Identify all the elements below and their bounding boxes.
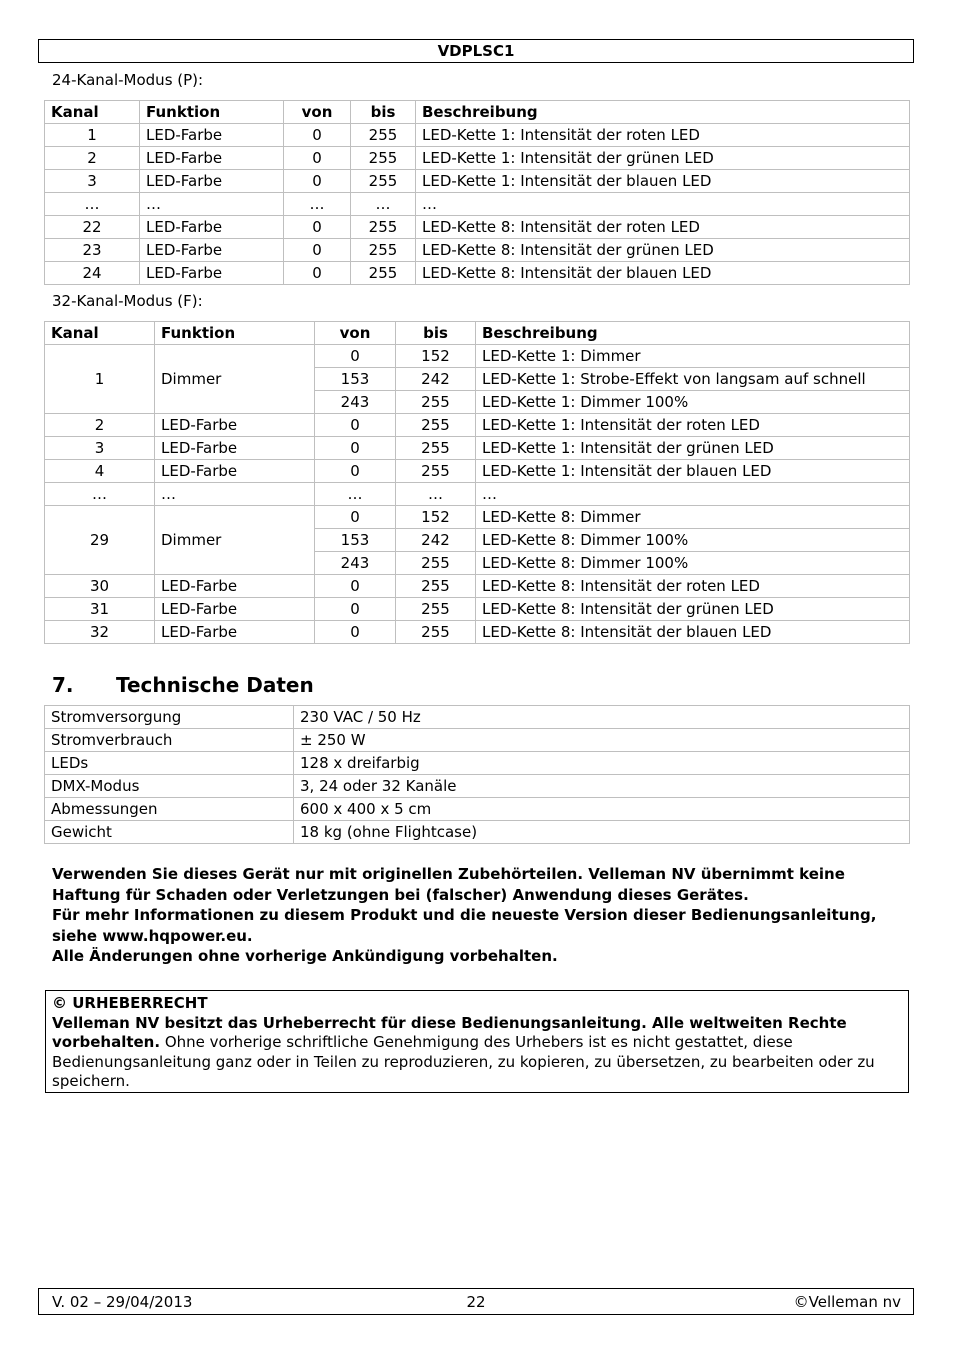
footer-version: V. 02 – 29/04/2013: [52, 1293, 193, 1311]
table-cell: 153: [315, 529, 396, 552]
table-row: [45, 821, 910, 844]
table-cell: LED-Kette 1: Intensität der roten LED: [476, 414, 910, 437]
table-cell: …: [315, 483, 396, 506]
table-row: [45, 170, 910, 193]
table-cell: 0: [284, 239, 351, 262]
table-row: [45, 598, 910, 621]
copyright-bold: Velleman NV besitzt das Urheberrecht für diese Bedienungsanleitung. Alle weltweiten Rechte vorbehalten.: [52, 1013, 847, 1051]
notice-line: Verwenden Sie dieses Gerät nur mit originellen Zubehörteilen. Velleman NV übernimmt keine Haftung für Schaden oder Verletzungen bei (falscher) Anwendung dieses Gerätes.: [52, 865, 845, 904]
table-cell: LED-Kette 1: Dimmer: [476, 345, 910, 368]
spec-value: 128 x dreifarbig: [294, 752, 910, 775]
table-cell: 242: [396, 368, 476, 391]
table-cell: 2: [45, 147, 140, 170]
spec-value: 3, 24 oder 32 Kanäle: [294, 775, 910, 798]
table-cell: 255: [396, 552, 476, 575]
table-cell: 255: [396, 437, 476, 460]
table-cell: LED-Farbe: [140, 147, 284, 170]
table-cell: 0: [284, 216, 351, 239]
table-cell: LED-Kette 8: Intensität der roten LED: [416, 216, 910, 239]
column-header: Funktion: [140, 101, 284, 124]
table-row: [45, 798, 910, 821]
table-cell: 2: [45, 414, 155, 437]
spec-value: 600 x 400 x 5 cm: [294, 798, 910, 821]
copyright-text: Ohne vorherige schriftliche Genehmigung des Urhebers ist es nicht gestattet, diese Bedienungsanleitung ganz oder in Teilen zu reproduzieren, zu kopieren, zu übersetzen, zu bearbeiten oder zu speichern.: [52, 1033, 875, 1090]
table-cell: 3: [45, 170, 140, 193]
table-cell: LED-Farbe: [155, 598, 315, 621]
table-cell: 3: [45, 437, 155, 460]
spec-label: LEDs: [45, 752, 294, 775]
table-cell: LED-Kette 8: Intensität der grünen LED: [476, 598, 910, 621]
table-row: [45, 193, 910, 216]
copyright-body: [52, 1014, 902, 1092]
table-row: [45, 414, 910, 437]
table-cell: LED-Kette 1: Intensität der blauen LED: [416, 170, 910, 193]
section-title: [52, 673, 314, 697]
table-cell: 0: [315, 621, 396, 644]
footer-page-number: 22: [466, 1293, 486, 1311]
table-cell: Dimmer: [155, 506, 315, 575]
table-cell: 1: [45, 345, 155, 414]
table-cell: 0: [315, 414, 396, 437]
table-cell: 242: [396, 529, 476, 552]
spec-label: Gewicht: [45, 821, 294, 844]
table-cell: 0: [315, 506, 396, 529]
table-cell: LED-Kette 8: Intensität der blauen LED: [476, 621, 910, 644]
table-cell: LED-Farbe: [155, 414, 315, 437]
table-cell: 152: [396, 345, 476, 368]
table-header-row: [45, 322, 910, 345]
column-header: Funktion: [155, 322, 315, 345]
table-row: [45, 483, 910, 506]
table-cell: LED-Farbe: [140, 216, 284, 239]
column-header: bis: [351, 101, 416, 124]
section-title-text: Technische Daten: [116, 673, 314, 697]
table-row: [45, 775, 910, 798]
notice-text: [52, 864, 912, 967]
table-cell: 0: [315, 598, 396, 621]
table-cell: 255: [396, 414, 476, 437]
table-cell: 152: [396, 506, 476, 529]
column-header: Beschreibung: [416, 101, 910, 124]
table-row: [45, 729, 910, 752]
table-cell: 255: [351, 170, 416, 193]
table-row: [45, 124, 910, 147]
table-cell: 4: [45, 460, 155, 483]
table-cell: 32: [45, 621, 155, 644]
table-cell: 255: [351, 147, 416, 170]
notice-line: Für mehr Informationen zu diesem Produkt und die neueste Version dieser Bedienungsanleitung, siehe www.hqpower.eu.: [52, 906, 877, 945]
table-cell: 30: [45, 575, 155, 598]
table-cell: …: [416, 193, 910, 216]
table-cell: 1: [45, 124, 140, 147]
table-cell: 24: [45, 262, 140, 285]
table-cell: …: [155, 483, 315, 506]
spec-value: 230 VAC / 50 Hz: [294, 706, 910, 729]
table-cell: LED-Farbe: [155, 460, 315, 483]
table-cell: LED-Kette 1: Intensität der grünen LED: [476, 437, 910, 460]
table-cell: 0: [284, 147, 351, 170]
table-cell: …: [45, 483, 155, 506]
table-cell: 0: [284, 262, 351, 285]
table-cell: LED-Kette 1: Intensität der roten LED: [416, 124, 910, 147]
table-cell: 0: [315, 437, 396, 460]
table-cell: 22: [45, 216, 140, 239]
table-cell: 255: [351, 216, 416, 239]
table-cell: Dimmer: [155, 345, 315, 414]
table-row: [45, 621, 910, 644]
spec-label: Abmessungen: [45, 798, 294, 821]
spec-value: 18 kg (ohne Flightcase): [294, 821, 910, 844]
table-cell: LED-Kette 8: Dimmer 100%: [476, 529, 910, 552]
table-cell: LED-Kette 8: Intensität der roten LED: [476, 575, 910, 598]
column-header: bis: [396, 322, 476, 345]
mode24-caption: 24-Kanal-Modus (P):: [52, 71, 204, 89]
spec-label: DMX-Modus: [45, 775, 294, 798]
table-row: [45, 216, 910, 239]
mode32-caption: 32-Kanal-Modus (F):: [52, 292, 203, 310]
spec-value: ± 250 W: [294, 729, 910, 752]
table-header-row: [45, 101, 910, 124]
table-cell: LED-Kette 8: Dimmer: [476, 506, 910, 529]
table-cell: …: [351, 193, 416, 216]
table-cell: 255: [396, 598, 476, 621]
table-cell: 0: [284, 124, 351, 147]
table-cell: 255: [396, 460, 476, 483]
mode32-table: [44, 321, 910, 644]
spec-label: Stromverbrauch: [45, 729, 294, 752]
table-row: [45, 262, 910, 285]
table-cell: 255: [396, 391, 476, 414]
table-cell: 255: [351, 124, 416, 147]
table-cell: …: [476, 483, 910, 506]
copyright-heading: © URHEBERRECHT: [52, 994, 208, 1012]
table-cell: LED-Kette 8: Dimmer 100%: [476, 552, 910, 575]
tech-data-table: [44, 705, 910, 844]
table-row: [45, 506, 910, 529]
table-cell: 255: [351, 239, 416, 262]
table-cell: LED-Kette 1: Strobe-Effekt von langsam auf schnell: [476, 368, 910, 391]
table-row: [45, 147, 910, 170]
table-cell: 29: [45, 506, 155, 575]
table-cell: LED-Kette 8: Intensität der blauen LED: [416, 262, 910, 285]
table-cell: 243: [315, 391, 396, 414]
notice-line: Alle Änderungen ohne vorherige Ankündigung vorbehalten.: [52, 947, 558, 965]
table-cell: 31: [45, 598, 155, 621]
table-row: [45, 752, 910, 775]
table-cell: LED-Farbe: [155, 575, 315, 598]
table-cell: LED-Farbe: [140, 239, 284, 262]
column-header: von: [284, 101, 351, 124]
table-cell: …: [140, 193, 284, 216]
table-cell: 255: [396, 575, 476, 598]
table-cell: 255: [396, 621, 476, 644]
table-row: [45, 437, 910, 460]
page-footer: [38, 1288, 914, 1315]
table-row: [45, 345, 910, 368]
section-number: 7.: [52, 673, 74, 697]
table-row: [45, 575, 910, 598]
table-cell: LED-Kette 1: Intensität der grünen LED: [416, 147, 910, 170]
column-header: Kanal: [45, 322, 155, 345]
table-cell: …: [284, 193, 351, 216]
mode24-table: [44, 100, 910, 285]
page-header-model: VDPLSC1: [38, 39, 914, 63]
table-row: [45, 706, 910, 729]
table-cell: LED-Farbe: [155, 437, 315, 460]
table-cell: 23: [45, 239, 140, 262]
table-cell: LED-Kette 8: Intensität der grünen LED: [416, 239, 910, 262]
table-cell: LED-Kette 1: Intensität der blauen LED: [476, 460, 910, 483]
table-row: [45, 460, 910, 483]
table-cell: 255: [351, 262, 416, 285]
column-header: Beschreibung: [476, 322, 910, 345]
table-cell: LED-Farbe: [140, 170, 284, 193]
table-cell: 153: [315, 368, 396, 391]
table-cell: …: [45, 193, 140, 216]
table-cell: …: [396, 483, 476, 506]
table-cell: 243: [315, 552, 396, 575]
table-row: [45, 239, 910, 262]
table-cell: LED-Kette 1: Dimmer 100%: [476, 391, 910, 414]
table-cell: 0: [315, 575, 396, 598]
table-cell: LED-Farbe: [155, 621, 315, 644]
column-header: von: [315, 322, 396, 345]
spec-label: Stromversorgung: [45, 706, 294, 729]
column-header: Kanal: [45, 101, 140, 124]
table-cell: LED-Farbe: [140, 262, 284, 285]
footer-company: ©Velleman nv: [793, 1293, 901, 1311]
table-cell: 0: [284, 170, 351, 193]
copyright-box: [45, 990, 909, 1093]
table-cell: LED-Farbe: [140, 124, 284, 147]
table-cell: 0: [315, 460, 396, 483]
table-cell: 0: [315, 345, 396, 368]
